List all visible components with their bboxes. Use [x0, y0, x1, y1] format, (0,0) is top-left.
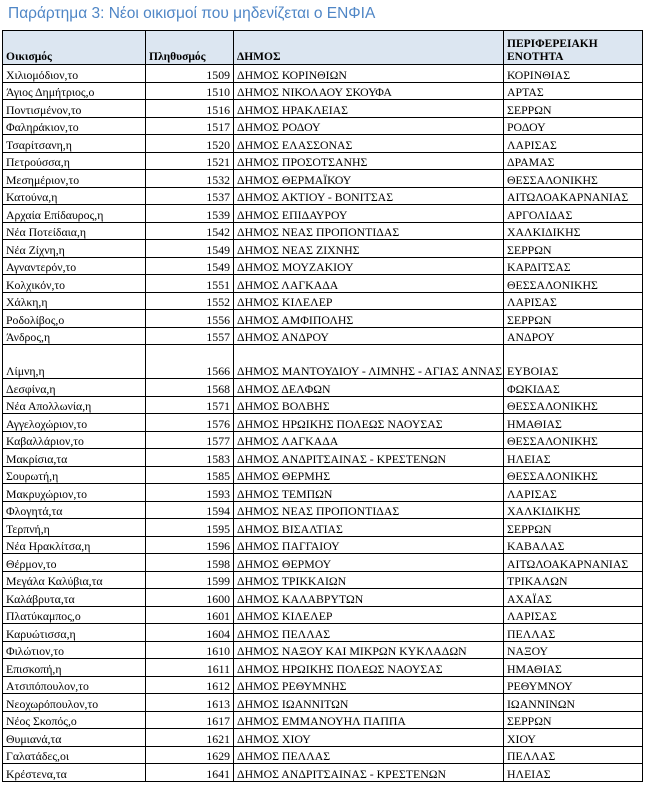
table-row — [3, 606, 643, 624]
cell-municipality: ΔΗΜΟΣ ΝΑΞΟΥ ΚΑΙ ΜΙΚΡΩΝ ΚΥΚΛΑΔΩΝ — [234, 641, 504, 659]
cell-settlement: Θυμιανά,τα — [3, 729, 146, 747]
table-row — [3, 205, 643, 223]
cell-population: 1537 — [146, 187, 234, 205]
cell-municipality: ΔΗΜΟΣ ΝΙΚΟΛΑΟΥ ΣΚΟΥΦΑ — [234, 82, 504, 100]
table-row — [3, 676, 643, 694]
cell-settlement: Πετρούσσα,η — [3, 152, 146, 170]
cell-region: ΗΛΕΙΑΣ — [504, 449, 643, 467]
cell-municipality: ΔΗΜΟΣ ΜΟΥΖΑΚΙΟΥ — [234, 257, 504, 275]
table-row — [3, 554, 643, 572]
cell-municipality: ΔΗΜΟΣ ΕΛΑΣΣΟΝΑΣ — [234, 135, 504, 153]
cell-settlement: Θέρμον,το — [3, 554, 146, 572]
cell-settlement: Χιλιομόδιον,το — [3, 65, 146, 83]
cell-settlement: Μεγάλα Καλύβια,τα — [3, 571, 146, 589]
cell-population: 1517 — [146, 117, 234, 135]
cell-region: ΛΑΡΙΣΑΣ — [504, 606, 643, 624]
cell-settlement: Νέα Ζίχνη,η — [3, 240, 146, 258]
cell-settlement: Αρχαία Επίδαυρος,η — [3, 205, 146, 223]
cell-municipality: ΔΗΜΟΣ ΑΜΦΙΠΟΛΗΣ — [234, 310, 504, 328]
cell-region: ΔΡΑΜΑΣ — [504, 152, 643, 170]
cell-municipality: ΔΗΜΟΣ ΝΕΑΣ ΖΙΧΝΗΣ — [234, 240, 504, 258]
table-row — [3, 275, 643, 293]
cell-population: 1612 — [146, 676, 234, 694]
table-row — [3, 711, 643, 729]
cell-municipality: ΔΗΜΟΣ ΤΕΜΠΩΝ — [234, 484, 504, 502]
cell-population: 1509 — [146, 65, 234, 83]
cell-population: 1604 — [146, 624, 234, 642]
cell-municipality: ΔΗΜΟΣ ΘΕΡΜΗΣ — [234, 466, 504, 484]
cell-municipality: ΔΗΜΟΣ ΝΕΑΣ ΠΡΟΠΟΝΤΙΔΑΣ — [234, 501, 504, 519]
cell-municipality: ΔΗΜΟΣ ΒΙΣΑΛΤΙΑΣ — [234, 519, 504, 537]
cell-population: 1610 — [146, 641, 234, 659]
cell-region: ΑΝΔΡΟΥ — [504, 327, 643, 345]
cell-settlement: Καλάβρυτα,τα — [3, 589, 146, 607]
cell-settlement: Νέα Απολλωνία,η — [3, 396, 146, 414]
cell-population: 1601 — [146, 606, 234, 624]
table-row — [3, 379, 643, 397]
cell-region: ΘΕΣΣΑΛΟΝΙΚΗΣ — [504, 275, 643, 293]
page-title: Παράρτημα 3: Νέοι οικισμοί που μηδενίζεται ο ΕΝΦΙΑ — [8, 5, 376, 22]
table-row — [3, 466, 643, 484]
cell-population: 1539 — [146, 205, 234, 223]
cell-population: 1557 — [146, 327, 234, 345]
cell-region: ΡΕΘΥΜΝΟΥ — [504, 676, 643, 694]
cell-municipality: ΔΗΜΟΣ ΑΝΔΡΙΤΣΑΙΝΑΣ - ΚΡΕΣΤΕΝΩΝ — [234, 449, 504, 467]
table-header-row — [3, 31, 643, 65]
cell-region: ΧΙΟΥ — [504, 729, 643, 747]
cell-region: ΗΜΑΘΙΑΣ — [504, 414, 643, 432]
cell-region: ΘΕΣΣΑΛΟΝΙΚΗΣ — [504, 170, 643, 188]
cell-municipality: ΔΗΜΟΣ ΗΡΑΚΛΕΙΑΣ — [234, 100, 504, 118]
cell-population: 1629 — [146, 746, 234, 764]
cell-population: 1599 — [146, 571, 234, 589]
cell-settlement: Φαληράκιον,το — [3, 117, 146, 135]
cell-region: ΚΟΡΙΝΘΙΑΣ — [504, 65, 643, 83]
cell-population: 1585 — [146, 466, 234, 484]
table-row — [3, 624, 643, 642]
cell-population: 1571 — [146, 396, 234, 414]
cell-region: ΛΑΡΙΣΑΣ — [504, 292, 643, 310]
cell-municipality: ΔΗΜΟΣ ΠΑΓΓΑΙΟΥ — [234, 536, 504, 554]
table-row — [3, 257, 643, 275]
cell-region: ΦΩΚΙΔΑΣ — [504, 379, 643, 397]
table-row — [3, 327, 643, 345]
cell-municipality: ΔΗΜΟΣ ΜΑΝΤΟΥΔΙΟΥ - ΛΙΜΝΗΣ - ΑΓΙΑΣ ΑΝΝΑΣ — [234, 345, 504, 379]
table-row — [3, 659, 643, 677]
table-row — [3, 764, 643, 782]
cell-settlement: Χάλκη,η — [3, 292, 146, 310]
cell-region: ΣΕΡΡΩΝ — [504, 519, 643, 537]
cell-settlement: Ατσιπόπουλον,το — [3, 676, 146, 694]
cell-population: 1617 — [146, 711, 234, 729]
cell-population: 1521 — [146, 152, 234, 170]
cell-municipality: ΔΗΜΟΣ ΗΡΩΙΚΗΣ ΠΟΛΕΩΣ ΝΑΟΥΣΑΣ — [234, 659, 504, 677]
table-body — [3, 65, 643, 782]
cell-region: ΛΑΡΙΣΑΣ — [504, 484, 643, 502]
header-population: Πληθυσμός — [146, 31, 234, 65]
cell-population: 1566 — [146, 345, 234, 379]
cell-municipality: ΔΗΜΟΣ ΒΟΛΒΗΣ — [234, 396, 504, 414]
cell-municipality: ΔΗΜΟΣ ΡΟΔΟΥ — [234, 117, 504, 135]
cell-municipality: ΔΗΜΟΣ ΕΠΙΔΑΥΡΟΥ — [234, 205, 504, 223]
cell-settlement: Ροδολίβος,ο — [3, 310, 146, 328]
cell-municipality: ΔΗΜΟΣ ΧΙΟΥ — [234, 729, 504, 747]
cell-region: ΗΜΑΘΙΑΣ — [504, 659, 643, 677]
cell-settlement: Νέα Ηρακλίτσα,η — [3, 536, 146, 554]
cell-municipality: ΔΗΜΟΣ ΛΑΓΚΑΔΑ — [234, 431, 504, 449]
table-row — [3, 117, 643, 135]
cell-settlement: Τσαρίτσανη,η — [3, 135, 146, 153]
table-row — [3, 65, 643, 83]
cell-settlement: Μεσημέριον,το — [3, 170, 146, 188]
cell-population: 1552 — [146, 292, 234, 310]
table-row — [3, 519, 643, 537]
cell-population: 1556 — [146, 310, 234, 328]
table-row — [3, 222, 643, 240]
header-settlement: Οικισμός — [3, 31, 146, 65]
cell-municipality: ΔΗΜΟΣ ΑΚΤΙΟΥ - ΒΟΝΙΤΣΑΣ — [234, 187, 504, 205]
cell-municipality: ΔΗΜΟΣ ΚΑΛΑΒΡΥΤΩΝ — [234, 589, 504, 607]
cell-population: 1516 — [146, 100, 234, 118]
cell-population: 1583 — [146, 449, 234, 467]
table-row — [3, 589, 643, 607]
cell-region: ΑΡΤΑΣ — [504, 82, 643, 100]
table-row — [3, 501, 643, 519]
cell-population: 1611 — [146, 659, 234, 677]
table-row — [3, 431, 643, 449]
cell-population: 1510 — [146, 82, 234, 100]
cell-region: ΣΕΡΡΩΝ — [504, 100, 643, 118]
cell-region: ΕΥΒΟΙΑΣ — [504, 345, 643, 379]
cell-region: ΠΕΛΛΑΣ — [504, 746, 643, 764]
cell-population: 1594 — [146, 501, 234, 519]
cell-region: ΣΕΡΡΩΝ — [504, 711, 643, 729]
cell-settlement: Νεοχωρόπουλον,το — [3, 694, 146, 712]
cell-region: ΙΩΑΝΝΙΝΩΝ — [504, 694, 643, 712]
cell-region: ΧΑΛΚΙΔΙΚΗΣ — [504, 501, 643, 519]
cell-region: ΧΑΛΚΙΔΙΚΗΣ — [504, 222, 643, 240]
cell-region: ΗΛΕΙΑΣ — [504, 764, 643, 782]
table-row — [3, 414, 643, 432]
cell-municipality: ΔΗΜΟΣ ΑΝΔΡΟΥ — [234, 327, 504, 345]
cell-region: ΑΧΑΪΑΣ — [504, 589, 643, 607]
cell-settlement: Κολχικόν,το — [3, 275, 146, 293]
table-row — [3, 746, 643, 764]
cell-settlement: Καβαλλάριον,το — [3, 431, 146, 449]
table-row — [3, 571, 643, 589]
cell-population: 1600 — [146, 589, 234, 607]
cell-region: ΘΕΣΣΑΛΟΝΙΚΗΣ — [504, 466, 643, 484]
cell-region: ΤΡΙΚΑΛΩΝ — [504, 571, 643, 589]
cell-population: 1549 — [146, 240, 234, 258]
cell-region: ΑΙΤΩΛΟΑΚΑΡΝΑΝΙΑΣ — [504, 187, 643, 205]
cell-settlement: Κρέστενα,τα — [3, 764, 146, 782]
cell-settlement: Άγιος Δημήτριος,ο — [3, 82, 146, 100]
table-row — [3, 187, 643, 205]
cell-municipality: ΔΗΜΟΣ ΝΕΑΣ ΠΡΟΠΟΝΤΙΔΑΣ — [234, 222, 504, 240]
cell-region: ΡΟΔΟΥ — [504, 117, 643, 135]
cell-municipality: ΔΗΜΟΣ ΡΕΘΥΜΝΗΣ — [234, 676, 504, 694]
cell-settlement: Καρυώτισσα,η — [3, 624, 146, 642]
cell-population: 1596 — [146, 536, 234, 554]
table-row — [3, 100, 643, 118]
cell-region: ΑΙΤΩΛΟΑΚΑΡΝΑΝΙΑΣ — [504, 554, 643, 572]
cell-region: ΑΡΓΟΛΙΔΑΣ — [504, 205, 643, 223]
cell-settlement: Νέα Ποτείδαια,η — [3, 222, 146, 240]
cell-municipality: ΔΗΜΟΣ ΑΝΔΡΙΤΣΑΙΝΑΣ - ΚΡΕΣΤΕΝΩΝ — [234, 764, 504, 782]
cell-settlement: Φιλώτιον,το — [3, 641, 146, 659]
cell-region: ΝΑΞΟΥ — [504, 641, 643, 659]
table-row — [3, 396, 643, 414]
table-row — [3, 292, 643, 310]
cell-region: ΚΑΒΑΛΑΣ — [504, 536, 643, 554]
cell-municipality: ΔΗΜΟΣ ΚΙΛΕΛΕΡ — [234, 292, 504, 310]
cell-population: 1595 — [146, 519, 234, 537]
cell-settlement: Ποντισμένον,το — [3, 100, 146, 118]
cell-population: 1542 — [146, 222, 234, 240]
cell-region: ΚΑΡΔΙΤΣΑΣ — [504, 257, 643, 275]
table-row — [3, 170, 643, 188]
cell-region: ΘΕΣΣΑΛΟΝΙΚΗΣ — [504, 396, 643, 414]
settlements-table — [2, 30, 643, 782]
cell-municipality: ΔΗΜΟΣ ΠΕΛΛΑΣ — [234, 746, 504, 764]
cell-settlement: Σουρωτή,η — [3, 466, 146, 484]
cell-settlement: Λίμνη,η — [3, 345, 146, 379]
cell-population: 1551 — [146, 275, 234, 293]
cell-municipality: ΔΗΜΟΣ ΔΕΛΦΩΝ — [234, 379, 504, 397]
cell-population: 1641 — [146, 764, 234, 782]
cell-region: ΣΕΡΡΩΝ — [504, 310, 643, 328]
cell-municipality: ΔΗΜΟΣ ΛΑΓΚΑΔΑ — [234, 275, 504, 293]
cell-population: 1613 — [146, 694, 234, 712]
cell-municipality: ΔΗΜΟΣ ΚΟΡΙΝΘΙΩΝ — [234, 65, 504, 83]
cell-settlement: Φλογητά,τα — [3, 501, 146, 519]
cell-population: 1593 — [146, 484, 234, 502]
table-row — [3, 694, 643, 712]
cell-population: 1568 — [146, 379, 234, 397]
table-row — [3, 310, 643, 328]
cell-settlement: Άνδρος,η — [3, 327, 146, 345]
cell-population: 1621 — [146, 729, 234, 747]
cell-municipality: ΔΗΜΟΣ ΚΙΛΕΛΕΡ — [234, 606, 504, 624]
cell-municipality: ΔΗΜΟΣ ΠΕΛΛΑΣ — [234, 624, 504, 642]
header-municipality: ΔΗΜΟΣ — [234, 31, 504, 65]
cell-municipality: ΔΗΜΟΣ ΗΡΩΙΚΗΣ ΠΟΛΕΩΣ ΝΑΟΥΣΑΣ — [234, 414, 504, 432]
cell-settlement: Δεσφίνα,η — [3, 379, 146, 397]
cell-region: ΣΕΡΡΩΝ — [504, 240, 643, 258]
table-row — [3, 345, 643, 379]
cell-settlement: Μακρυχώριον,το — [3, 484, 146, 502]
cell-municipality: ΔΗΜΟΣ ΙΩΑΝΝΙΤΩΝ — [234, 694, 504, 712]
table-row — [3, 729, 643, 747]
cell-municipality: ΔΗΜΟΣ ΠΡΟΣΟΤΣΑΝΗΣ — [234, 152, 504, 170]
table-row — [3, 536, 643, 554]
cell-municipality: ΔΗΜΟΣ ΘΕΡΜΟΥ — [234, 554, 504, 572]
table-row — [3, 152, 643, 170]
cell-settlement: Επισκοπή,η — [3, 659, 146, 677]
cell-population: 1549 — [146, 257, 234, 275]
cell-region: ΛΑΡΙΣΑΣ — [504, 135, 643, 153]
cell-settlement: Τερπνή,η — [3, 519, 146, 537]
cell-settlement: Μακρίσια,τα — [3, 449, 146, 467]
cell-region: ΘΕΣΣΑΛΟΝΙΚΗΣ — [504, 431, 643, 449]
cell-settlement: Αγναντερόν,το — [3, 257, 146, 275]
cell-population: 1532 — [146, 170, 234, 188]
table-row — [3, 641, 643, 659]
table-row — [3, 135, 643, 153]
cell-settlement: Γαλατάδες,οι — [3, 746, 146, 764]
cell-population: 1577 — [146, 431, 234, 449]
cell-municipality: ΔΗΜΟΣ ΕΜΜΑΝΟΥΗΛ ΠΑΠΠΑ — [234, 711, 504, 729]
cell-settlement: Κατούνα,η — [3, 187, 146, 205]
table-row — [3, 82, 643, 100]
cell-region: ΠΕΛΛΑΣ — [504, 624, 643, 642]
cell-population: 1576 — [146, 414, 234, 432]
header-region: ΠΕΡΙΦΕΡΕΙΑΚΗ ΕΝΟΤΗΤΑ — [504, 31, 643, 65]
cell-settlement: Πλατύκαμπος,ο — [3, 606, 146, 624]
cell-population: 1598 — [146, 554, 234, 572]
cell-settlement: Αγγελοχώριον,το — [3, 414, 146, 432]
cell-population: 1520 — [146, 135, 234, 153]
table-row — [3, 449, 643, 467]
cell-municipality: ΔΗΜΟΣ ΤΡΙΚΚΑΙΩΝ — [234, 571, 504, 589]
cell-settlement: Νέος Σκοπός,ο — [3, 711, 146, 729]
table-row — [3, 484, 643, 502]
cell-municipality: ΔΗΜΟΣ ΘΕΡΜΑΪΚΟΥ — [234, 170, 504, 188]
table-row — [3, 240, 643, 258]
